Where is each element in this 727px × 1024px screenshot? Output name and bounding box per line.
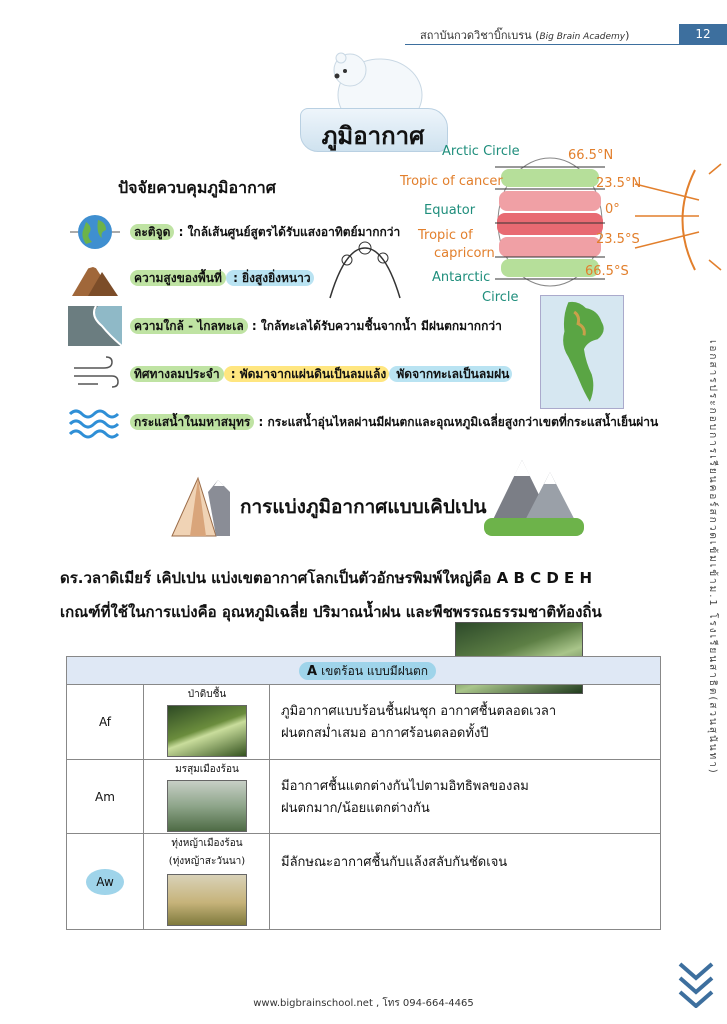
factor-altitude-text bbox=[130, 269, 314, 288]
climate-desc-line: ฝนตกสม่ำเสมอ อากาศร้อนตลอดทั้งปี bbox=[281, 726, 489, 741]
climate-caption-alt: (ทุ่งหญ้าสะวันนา) bbox=[168, 856, 246, 867]
climate-zone-label: เขตร้อน แบบมีฝนตก bbox=[321, 663, 429, 678]
table-header-label bbox=[299, 662, 436, 680]
climate-caption: มรสุมเมืองร้อน bbox=[175, 764, 239, 775]
koppen-heading: การแบ่งภูมิอากาศแบบเคิปเปน bbox=[240, 496, 487, 518]
side-document-title: เอกสารประกอบการเรียนคอร์สกวดเข้มเข้าม.1 โรงเรียนสาธิต(สวนสุนันทา) bbox=[707, 340, 718, 775]
climate-code-highlight: Aw bbox=[86, 869, 124, 895]
factors-heading: ปัจจัยควบคุมภูมิอากาศ bbox=[118, 178, 276, 197]
tent-mountain-icon bbox=[168, 472, 232, 542]
climate-desc-line: มีอากาศชื้นแตกต่างกันไปตามอิทธิพลของลม bbox=[281, 779, 529, 794]
climate-description bbox=[281, 701, 556, 745]
climate-description bbox=[281, 852, 507, 874]
table-row bbox=[67, 685, 660, 760]
factor-label: ความสูงของพื้นที่ bbox=[130, 270, 226, 286]
climate-desc-line: ภูมิอากาศแบบร้อนชื้นฝนชุก อากาศชื้นตลอดเวลา bbox=[281, 704, 557, 719]
climate-image-cell bbox=[144, 685, 270, 759]
intro-line-1: ดร.วลาดิเมียร์ เคิปเปน แบ่งเขตอากาศโลกเป็นตัวอักษรพิมพ์ใหญ่คือ A B C D E H bbox=[60, 569, 593, 587]
wind-icon bbox=[68, 354, 122, 394]
climate-desc-line: ฝนตกมาก/น้อยแตกต่างกัน bbox=[281, 801, 430, 816]
factor-desc: : ใกล้ทะเลได้รับความชื้นจากน้ำ มีฝนตกมากกว่า bbox=[247, 319, 502, 333]
climate-code: Af bbox=[67, 685, 144, 759]
tree-sketch-icon bbox=[325, 240, 405, 300]
sun-rays-icon bbox=[625, 160, 725, 280]
coast-icon bbox=[68, 306, 122, 346]
climate-code: Am bbox=[67, 760, 144, 833]
factor-wind-text bbox=[130, 365, 512, 384]
factor-label: ทิศทางลมประจำ bbox=[130, 366, 224, 382]
table-row bbox=[67, 760, 660, 834]
thailand-map-image bbox=[540, 295, 624, 409]
table-header bbox=[67, 657, 660, 685]
monsoon-forest-thumbnail bbox=[167, 780, 247, 832]
savanna-thumbnail bbox=[167, 874, 247, 926]
lat-66s: 66.5°S bbox=[585, 264, 629, 279]
page-number: 12 bbox=[679, 24, 727, 44]
lat-23n: 23.5°N bbox=[596, 176, 642, 191]
label-antarctic-2: Circle bbox=[482, 290, 519, 305]
factor-desc: : ยิ่งสูงยิ่งหนาว bbox=[226, 270, 314, 286]
globe-icon bbox=[68, 212, 122, 252]
factor-desc-wet: พัดจากทะเลเป็นลมฝน bbox=[389, 366, 512, 382]
factor-label: กระแสน้ำในมหาสมุทร bbox=[130, 414, 254, 430]
page-title: ภูมิอากาศ bbox=[321, 122, 425, 150]
wave-icon bbox=[68, 402, 122, 442]
climate-description bbox=[281, 776, 529, 820]
climate-letter: A bbox=[307, 663, 318, 679]
climate-caption: ทุ่งหญ้าเมืองร้อน bbox=[171, 838, 243, 849]
label-tropic-capricorn-1: Tropic of bbox=[418, 228, 473, 243]
label-arctic: Arctic Circle bbox=[442, 144, 520, 159]
header-institute: สถาบันกวดวิชาบิ๊กเบรน (Big Brain Academy) bbox=[420, 29, 630, 42]
climate-image-cell bbox=[144, 760, 270, 833]
climate-desc-line: มีลักษณะอากาศชื้นกับแล้งสลับกันชัดเจน bbox=[281, 855, 508, 870]
latitude-diagram bbox=[400, 140, 725, 310]
header-line bbox=[405, 44, 727, 45]
label-equator: Equator bbox=[424, 203, 476, 218]
climate-caption: ป่าดิบชื้น bbox=[187, 689, 227, 700]
label-tropic-capricorn-2: capricorn bbox=[434, 246, 495, 261]
factor-desc-dry: : พัดมาจากแผ่นดินเป็นลมแล้ง bbox=[224, 366, 390, 382]
factor-ocean-current-text bbox=[130, 413, 658, 432]
factor-distance-sea-text bbox=[130, 317, 502, 336]
page-footer: www.bigbrainschool.net , โทร 094-664-4465 bbox=[253, 998, 474, 1009]
lat-66n: 66.5°N bbox=[568, 148, 614, 163]
mountain-icon bbox=[68, 258, 122, 298]
table-row bbox=[67, 834, 660, 929]
intro-line-2: เกณฑ์ที่ใช้ในการแบ่งคือ อุณหภูมิเฉลี่ย ปริมาณน้ำฝน และพืชพรรณธรรมชาติท้องถิ่น bbox=[60, 603, 602, 621]
lat-0: 0° bbox=[605, 202, 620, 217]
mountain-forest-icon bbox=[478, 450, 588, 540]
label-antarctic-1: Antarctic bbox=[432, 270, 491, 285]
lat-23s: 23.5°S bbox=[596, 232, 640, 247]
climate-table bbox=[66, 656, 661, 930]
factor-desc: : กระแสน้ำอุ่นไหลผ่านมีฝนตกและอุณหภูมิเฉลี่ยสูงกว่าเขตที่กระแสน้ำเย็นผ่าน bbox=[254, 415, 659, 429]
institute-name-en: Big Brain Academy bbox=[539, 32, 626, 42]
climate-code bbox=[67, 834, 144, 929]
rainforest-thumbnail bbox=[167, 705, 247, 757]
label-tropic-cancer: Tropic of cancer bbox=[400, 174, 503, 189]
institute-name: สถาบันกวดวิชาบิ๊กเบรน bbox=[420, 29, 532, 42]
factor-label: ละติจูด bbox=[130, 224, 174, 240]
climate-image-cell bbox=[144, 834, 270, 929]
factor-label: ความใกล้ - ไกลทะเล bbox=[130, 318, 248, 334]
factor-desc: : ใกล้เส้นศูนย์สูตรได้รับแสงอาทิตย์มากกว่า bbox=[174, 225, 401, 239]
